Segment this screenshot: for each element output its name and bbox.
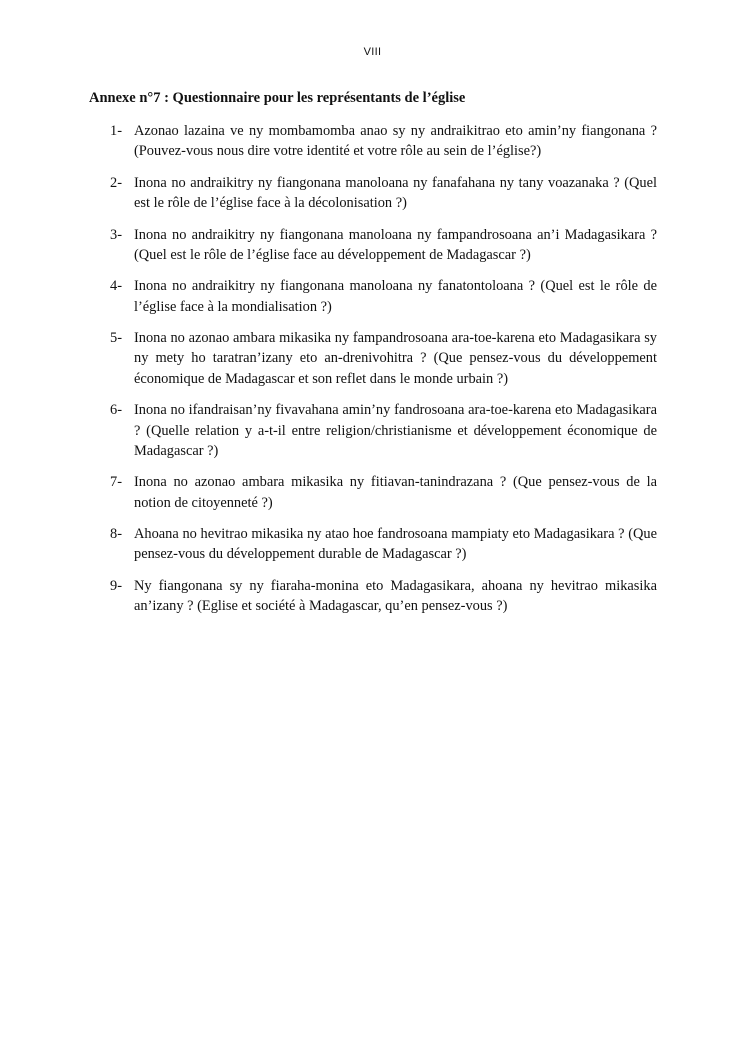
question-item (110, 276, 657, 317)
question-item (110, 173, 657, 214)
question-number: 8- (110, 526, 122, 543)
question-text: Azonao lazaina ve ny mombamomba anao sy ny andraikitrao eto amin’ny fiangonana ? (Pouvez-vous nous dire votre identité et votre rôle au sein de l’église?) (134, 123, 657, 160)
question-text: Inona no andraikitry ny fiangonana manoloana ny fanafahana ny tany voazanaka ? (Quel est le rôle de l’église face à la décolonisation ?) (134, 174, 657, 212)
question-number: 1- (110, 123, 122, 139)
question-item (110, 400, 657, 461)
question-item (110, 121, 657, 162)
page-number: VIII (363, 46, 382, 58)
question-text: Inona no azonao ambara mikasika ny fitiavan-tanindrazana ? (Que pensez-vous de la notion de citoyenneté ?) (134, 474, 657, 511)
question-text: Inona no ifandraisan’ny fivavahana amin’ny fandrosoana ara-toe-karena eto Madagasikara ? (Quelle relation y a-t-il entre religion/christianisme et développement économique de Madagascar ?) (134, 402, 657, 459)
question-number: 9- (110, 577, 122, 594)
question-text: Ahoana no hevitrao mikasika ny atao hoe fandrosoana mampiaty eto Madagasikara ? (Que pensez-vous du développement durable de Madagascar ?) (134, 526, 657, 563)
question-number: 6- (110, 402, 122, 419)
question-number: 2- (110, 174, 122, 191)
question-number: 4- (110, 278, 122, 295)
question-item (110, 328, 657, 389)
question-text: Inona no andraikitry ny fiangonana manoloana ny fanatontoloana ? (Quel est le rôle de l’église face à la mondialisation ?) (134, 278, 657, 315)
question-item (110, 225, 657, 266)
question-number: 5- (110, 330, 122, 347)
question-text: Ny fiangonana sy ny fiaraha-monina eto Madagasikara, ahoana ny hevitrao mikasika an’izany ? (Eglise et société à Madagascar, qu’en pensez-vous ?) (134, 577, 657, 615)
annex-heading: Annexe n°7 : Questionnaire pour les représentants de l’église (89, 90, 466, 106)
question-number: 3- (110, 226, 122, 243)
question-item (110, 472, 657, 513)
questionnaire-list (110, 121, 657, 628)
question-item (110, 524, 657, 565)
question-text: Inona no azonao ambara mikasika ny fampandrosoana ara-toe-karena eto Madagasikara sy ny mety ho taratran’izany eto an-drenivohitra ? (Que pensez-vous du développement économique de Madagascar et son reflet dans le monde urbain ?) (134, 330, 657, 387)
question-item (110, 576, 657, 617)
question-number: 7- (110, 474, 122, 491)
question-text: Inona no andraikitry ny fiangonana manoloana ny fampandrosoana an’i Madagasikara ? (Quel est le rôle de l’église face au développement de Madagascar ?) (134, 226, 657, 263)
